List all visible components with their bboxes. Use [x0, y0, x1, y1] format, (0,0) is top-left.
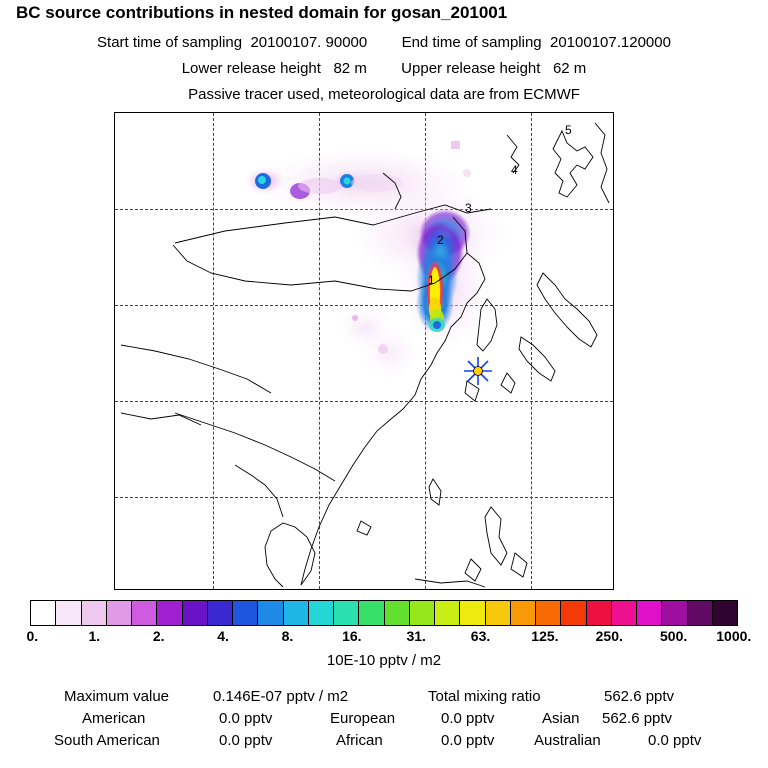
region-australian-value: 0.0 pptv: [648, 732, 702, 749]
colorbar-tick-2: 2.: [152, 628, 165, 644]
region-african-label: African: [336, 732, 383, 749]
total-ratio-value: 562.6 pptv: [604, 688, 675, 705]
summary-row-2: [0, 732, 768, 754]
plume-label-1: 1: [428, 273, 435, 287]
start-time-label: Start time of sampling: [97, 34, 243, 51]
plume-label-5: 5: [565, 123, 572, 137]
summary-footer: [0, 688, 768, 754]
colorbar-swatch-8: [233, 601, 258, 625]
colorbar-swatch-22: [587, 601, 612, 625]
colorbar-swatch-1: [56, 601, 81, 625]
region-australian-label: Australian: [534, 732, 601, 749]
colorbar-swatch-9: [258, 601, 283, 625]
colorbar-swatch-23: [612, 601, 637, 625]
colorbar-swatch-14: [385, 601, 410, 625]
summary-row-totals: [0, 688, 768, 710]
colorbar-tick-11: 1000.: [716, 628, 752, 644]
colorbar-tick-0: 0.: [26, 628, 39, 644]
colorbar-tick-8: 125.: [531, 628, 559, 644]
colorbar-swatch-10: [284, 601, 309, 625]
sampling-time-line: [0, 34, 768, 51]
page-title: BC source contributions in nested domain for gosan_201001: [16, 3, 508, 22]
receptor-marker: [464, 357, 492, 385]
colorbar-swatch-20: [536, 601, 561, 625]
end-time-label: End time of sampling: [401, 34, 542, 51]
map-coastlines: [115, 113, 613, 589]
colorbar-tick-10: 500.: [660, 628, 688, 644]
plume-label-4: 4: [511, 163, 518, 177]
region-south-american-value: 0.0 pptv: [219, 732, 273, 749]
colorbar-tick-1: 1.: [88, 628, 101, 644]
colorbar-swatch-6: [183, 601, 208, 625]
upper-release-value: 62 m: [552, 60, 587, 77]
plume-label-3: 3: [465, 201, 472, 215]
upper-release-label: Upper release height: [401, 60, 541, 77]
region-south-american-label: South American: [54, 732, 160, 749]
colorbar-swatch-21: [561, 601, 586, 625]
max-value-label: Maximum value: [64, 688, 170, 705]
region-european-value: 0.0 pptv: [441, 710, 495, 727]
plume-label-2: 2: [437, 233, 444, 247]
colorbar-tick-4: 8.: [281, 628, 294, 644]
summary-row-1: [0, 710, 768, 732]
region-american-value: 0.0 pptv: [219, 710, 273, 727]
max-value: 0.146E-07 pptv / m2: [213, 688, 349, 705]
colorbar-swatch-2: [82, 601, 107, 625]
colorbar-swatch-13: [359, 601, 384, 625]
colorbar-swatch-15: [410, 601, 435, 625]
total-ratio-label: Total mixing ratio: [428, 688, 541, 705]
region-european-label: European: [330, 710, 396, 727]
start-time-value: 20100107. 90000: [250, 34, 368, 51]
colorbar-tick-6: 31.: [406, 628, 426, 644]
colorbar-swatch-4: [132, 601, 157, 625]
tracer-note: Passive tracer used, meteorological data are from ECMWF: [188, 86, 580, 103]
region-asian-value: 562.6 pptv: [602, 710, 673, 727]
colorbar-swatch-16: [435, 601, 460, 625]
colorbar-swatch-25: [662, 601, 687, 625]
colorbar: [30, 600, 738, 626]
colorbar-swatch-3: [107, 601, 132, 625]
lower-release-label: Lower release height: [181, 60, 321, 77]
colorbar-tick-5: 16.: [342, 628, 362, 644]
colorbar-swatch-17: [460, 601, 485, 625]
lower-release-value: 82 m: [333, 60, 367, 77]
colorbar-swatch-0: [31, 601, 56, 625]
release-height-line: [0, 60, 768, 77]
colorbar-swatch-26: [688, 601, 713, 625]
end-time-value: 20100107.120000: [550, 34, 671, 51]
colorbar-swatch-27: [713, 601, 737, 625]
colorbar-tick-9: 250.: [595, 628, 623, 644]
colorbar-swatch-5: [157, 601, 182, 625]
region-african-value: 0.0 pptv: [441, 732, 495, 749]
colorbar-tick-7: 63.: [470, 628, 491, 644]
region-american-label: American: [82, 710, 146, 727]
colorbar-unit-label: 10E-10 pptv / m2: [326, 652, 442, 669]
colorbar-swatch-19: [511, 601, 536, 625]
colorbar-swatch-12: [334, 601, 359, 625]
colorbar-swatch-11: [309, 601, 334, 625]
colorbar-tick-3: 4.: [217, 628, 229, 644]
colorbar-swatch-24: [637, 601, 662, 625]
map-plot-area: [114, 112, 614, 590]
colorbar-tick-labels: [0, 628, 768, 646]
colorbar-swatch-18: [486, 601, 511, 625]
region-asian-label: Asian: [542, 710, 580, 727]
colorbar-swatch-7: [208, 601, 233, 625]
